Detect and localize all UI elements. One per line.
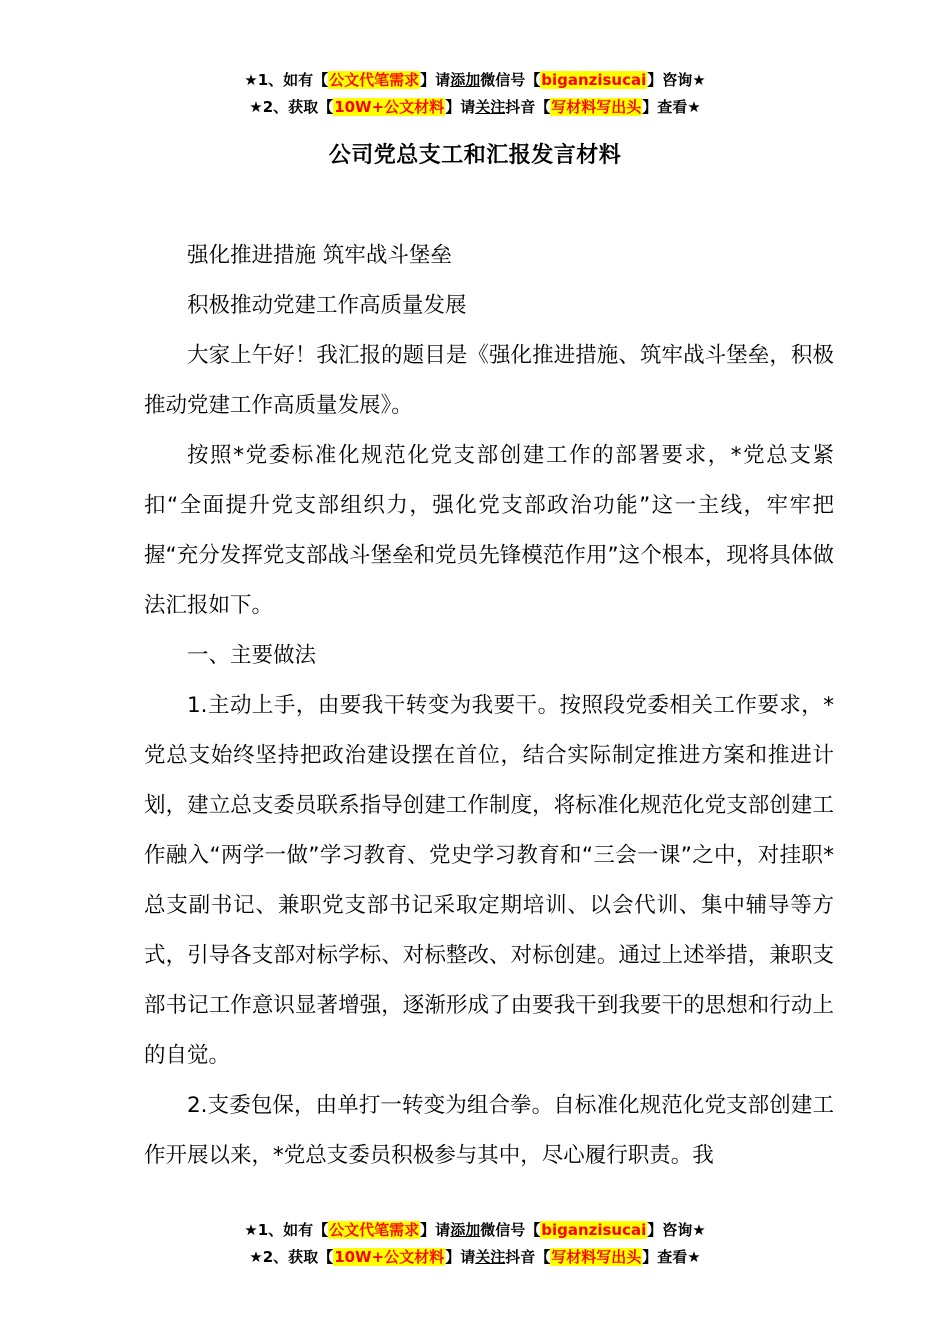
document-title: 公司党总支工和汇报发言材料 [328, 143, 622, 168]
subtitle-line-1: 强化推进措施 筑牢战斗堡垒 [187, 243, 452, 268]
paragraph: 2.支委包保，由单打一转变为组合拳。自标准化规范化党支部创建工作开展以来，*党总支委员积极参与其中，尽心履行职责。我 [144, 1093, 834, 1168]
banner-line-2: ★2、获取【10W+公文材料】请关注抖音【写材料写出头】查看★ [249, 1248, 701, 1266]
banner-highlight: 10W+公文材料 [334, 98, 445, 116]
top-ad-banner [0, 67, 950, 121]
document-body [144, 231, 834, 1181]
banner-douyin-id: 写材料写出头 [551, 98, 642, 116]
banner-highlight: 公文代笔需求 [329, 71, 420, 89]
banner-line-1: ★1、如有【公文代笔需求】请添加微信号【biganzisucai】咨询★ [244, 71, 706, 89]
paragraph: 1.主动上手，由要我干转变为我要干。按照段党委相关工作要求，*党总支始终坚持把政治建设摆在首位，结合实际制定推进方案和推进计划，建立总支委员联系指导创建工作制度，将标准化规范化党支部创建工作融入“两学一做”学习教育、党史学习教育和“三会一课”之中，对挂职*总支副书记、兼职党支部书记采取定期培训、以会代训、集中辅导等方式，引导各支部对标学标、对标整改、对标创建。通过上述举措，兼职支部书记工作意识显著增强，逐渐形成了由要我干到我要干的思想和行动上的自觉。 [144, 693, 834, 1068]
banner-wechat-id: biganzisucai [541, 1221, 647, 1239]
banner-douyin-id: 写材料写出头 [551, 1248, 642, 1266]
section-heading: 一、主要做法 [187, 643, 317, 668]
banner-highlight: 10W+公文材料 [334, 1248, 445, 1266]
banner-wechat-id: biganzisucai [541, 71, 647, 89]
subtitle-line-2: 积极推动党建工作高质量发展 [187, 293, 467, 318]
banner-highlight: 公文代笔需求 [329, 1221, 420, 1239]
paragraph: 大家上午好！我汇报的题目是《强化推进措施、筑牢战斗堡垒，积极推动党建工作高质量发展》。 [144, 343, 834, 418]
banner-line-2: ★2、获取【10W+公文材料】请关注抖音【写材料写出头】查看★ [249, 98, 701, 116]
bottom-ad-banner [0, 1217, 950, 1271]
banner-line-1: ★1、如有【公文代笔需求】请添加微信号【biganzisucai】咨询★ [244, 1221, 706, 1239]
paragraph: 按照*党委标准化规范化党支部创建工作的部署要求，*党总支紧扣“全面提升党支部组织力，强化党支部政治功能”这一主线，牢牢把握“充分发挥党支部战斗堡垒和党员先锋模范作用”这个根本，现将具体做法汇报如下。 [144, 443, 834, 618]
